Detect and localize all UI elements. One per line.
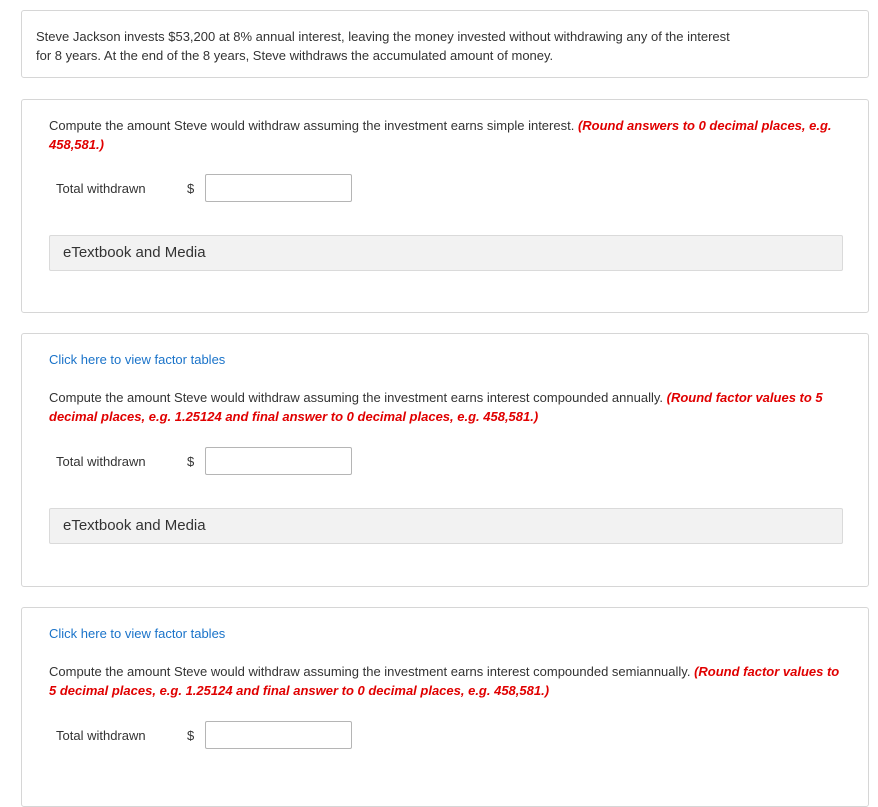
factor-tables-link[interactable]: Click here to view factor tables: [49, 352, 226, 367]
etextbook-media-button[interactable]: eTextbook and Media: [49, 235, 843, 271]
question-text: [49, 116, 841, 154]
rounding-hint: (Round factor values to 5 decimal places, e.g. 1.25124 and final answer to 0 decimal places, e.g. 458,581.): [49, 390, 823, 424]
answer-row: [56, 721, 352, 749]
currency-symbol: $: [187, 727, 195, 743]
rounding-hint: (Round factor values to 5 decimal places, e.g. 1.25124 and final answer to 0 decimal places, e.g. 458,581.): [49, 664, 840, 698]
total-withdrawn-input[interactable]: [205, 721, 352, 749]
problem-text-line-2: for 8 years. At the end of the 8 years, Steve withdraws the accumulated amount of money.: [36, 48, 554, 63]
question-text: [49, 388, 841, 426]
problem-statement: [21, 10, 869, 78]
question-prompt: Compute the amount Steve would withdraw assuming the investment earns simple interest.: [49, 118, 575, 133]
answer-row: [56, 174, 352, 202]
answer-label: Total withdrawn: [56, 727, 146, 743]
question-prompt: Compute the amount Steve would withdraw assuming the investment earns interest compounded annually.: [49, 390, 663, 405]
etextbook-media-button[interactable]: eTextbook and Media: [49, 508, 843, 544]
answer-label: Total withdrawn: [56, 180, 146, 196]
part-compounded-annually: [21, 333, 869, 587]
answer-label: Total withdrawn: [56, 453, 146, 469]
total-withdrawn-input[interactable]: [205, 174, 352, 202]
question-prompt: Compute the amount Steve would withdraw assuming the investment earns interest compounded semiannually.: [49, 664, 691, 679]
rounding-hint: (Round answers to 0 decimal places, e.g. 458,581.): [49, 118, 832, 152]
total-withdrawn-input[interactable]: [205, 447, 352, 475]
answer-row: [56, 447, 352, 475]
currency-symbol: $: [187, 180, 195, 196]
currency-symbol: $: [187, 453, 195, 469]
part-compounded-semiannually: [21, 607, 869, 807]
part-simple-interest: [21, 99, 869, 313]
problem-text-line-1: Steve Jackson invests $53,200 at 8% annual interest, leaving the money invested without withdrawing any of the interest: [36, 29, 730, 44]
factor-tables-link[interactable]: Click here to view factor tables: [49, 626, 226, 641]
question-text: [49, 662, 841, 700]
